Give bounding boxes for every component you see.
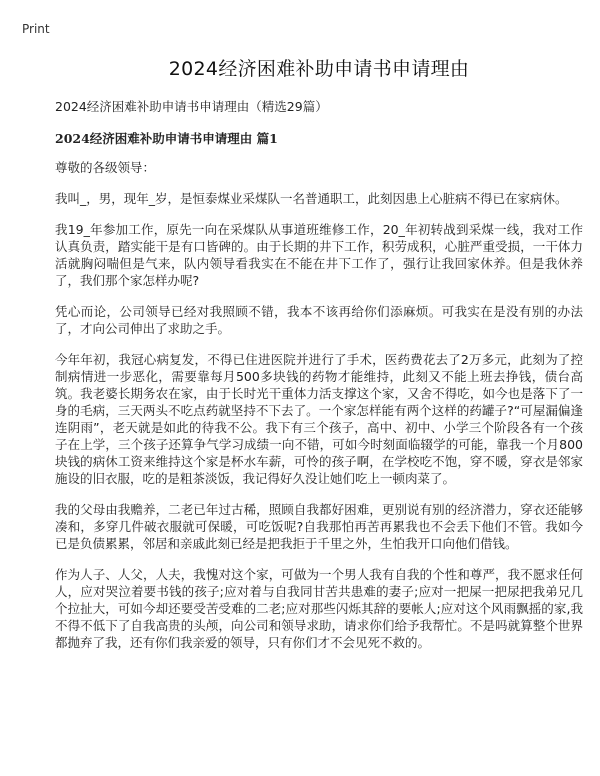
salutation: 尊敬的各级领导：: [55, 160, 156, 175]
document-body: [55, 54, 583, 665]
paragraph: 我叫_，男，现年_岁，是恒泰煤业采煤队一名普通职工，此刻因患上心脏病不得已在家病休。: [55, 191, 568, 206]
section-heading: 2024经济困难补助申请书申请理由 篇1: [55, 131, 278, 146]
paragraph: 凭心而论，公司领导已经对我照顾不错，我本不该再给你们添麻烦。可我实在是没有别的办法了，才向公司伸出了求助之手。: [55, 304, 583, 336]
document-subtitle: 2024经济困难补助申请书申请理由（精选29篇）: [55, 99, 328, 114]
paragraph: 我19_年参加工作，原先一向在采煤队从事道班维修工作，20_年初转战到采煤一线，我对工作认真负责，踏实能干是有口皆碑的。由于长期的井下工作，积劳成积，心脏严重受损，一干体力活就胸闷喘但是气来，队内领导看我实在不能在井下工作了，强行让我回家休养。但是我休养了，我们那个家怎样办呢?: [55, 222, 583, 288]
print-link[interactable]: Print: [22, 22, 50, 36]
paragraph: 我的父母由我赡养，二老已年过古稀，照顾自我都好困难，更别说有别的经济潜力，穿衣还能够凑和，多穿几件破衣服就可保暖，可吃饭呢?自我那怕再苦再累我也不会丢下他们不管。我如今已是负债累累，邻居和亲戚此刻已经是把我拒于千里之外，生怕我开口向他们借钱。: [55, 502, 583, 551]
paragraph: 作为人子、人父，人夫，我愧对这个家，可做为一个男人我有自我的个性和尊严，我不愿求任何人，应对哭泣着要书钱的孩子;应对着与自我同甘苦共患难的妻子;应对一把屎一把尿把我弟兄几个拉扯大，可如今却还要受苦受难的二老;应对那些闪烁其辞的要帐人;应对这个风雨飘摇的家,我不得不低下了自我高贵的头颅，向公司和领导求助，请求你们给予我帮忙。不是吗就算整个世界都抛弃了我，还有你们我亲爱的领导，只有你们才不会见死不救的。: [55, 567, 583, 650]
document-title: 2024经济困难补助申请书申请理由: [168, 58, 470, 80]
paragraph: 今年年初，我冠心病复发，不得已住进医院并进行了手术，医药费花去了2万多元，此刻为了控制病情进一步恶化，需要靠每月500多块钱的药物才能维持，此刻又不能上班去挣钱，债台高筑。我老婆长期务农在家，由于长时光干重体力活支撑这个家，又舍不得吃，如今也是落下了一身的毛病，三天两头不吃点药就坚持不下去了。一个家怎样能有两个这样的药罐子?“可屋漏偏逢连阴雨”，老天就是如此的待我不公。我下有三个孩子，高中、初中、小学三个阶段各有一个孩子在上学，三个孩子还算争气学习成绩一向不错，可如今时刻面临辍学的可能，靠我一个月800块钱的病休工资来维持这个家是杯水车薪，可怜的孩子啊，在学校吃不饱，穿不暖，穿衣是邻家施设的旧衣服，吃的是粗茶淡饭，我记得好久没让她们吃上一顿肉菜了。: [55, 352, 583, 486]
